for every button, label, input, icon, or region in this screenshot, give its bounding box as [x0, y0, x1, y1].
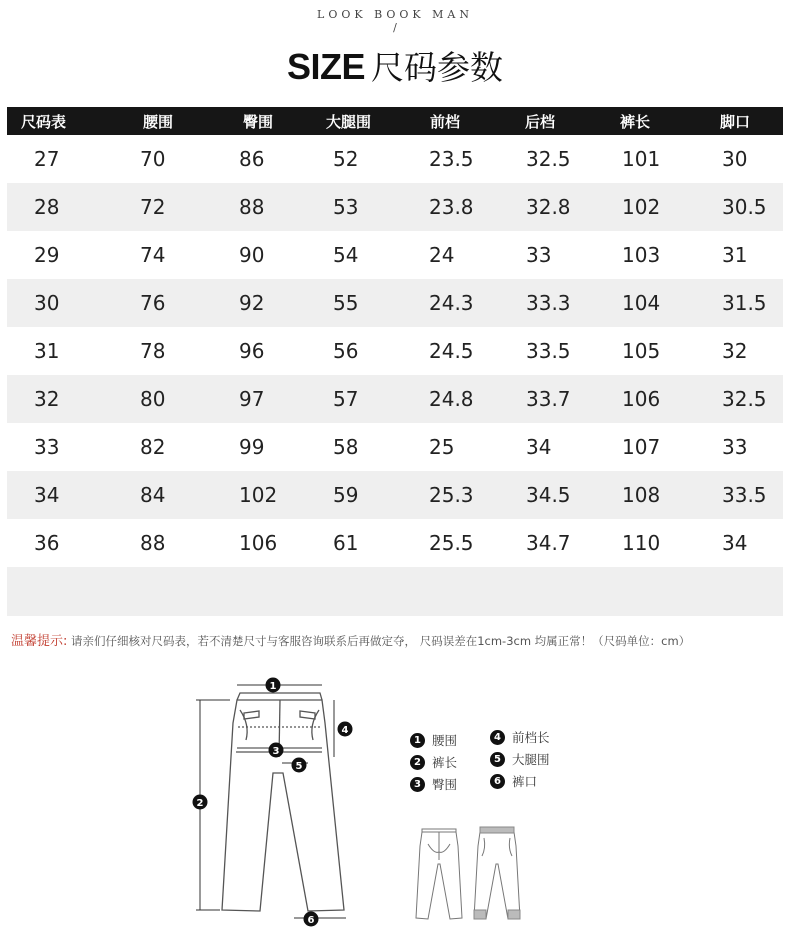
cell-hip: 97: [239, 387, 265, 411]
legend-item: [410, 753, 457, 771]
brand-name: LOOK BOOK MAN: [317, 8, 473, 21]
table-row: [7, 375, 783, 423]
legend-number: 5: [490, 752, 505, 767]
header-length: 裤长: [620, 112, 651, 131]
header-back-rise: 后档: [525, 112, 556, 131]
cell-waist: 70: [140, 147, 166, 171]
cell-size: 31: [34, 339, 60, 363]
size-tip: [11, 630, 783, 649]
marker-2: 2: [196, 798, 204, 809]
cell-length: 102: [622, 195, 661, 219]
cell-hip: 90: [239, 243, 265, 267]
cell-waist: 74: [140, 243, 166, 267]
marker-4: 4: [341, 725, 349, 736]
cell-size: 32: [34, 387, 60, 411]
brand-divider: /: [393, 21, 397, 34]
cell-thigh: 55: [333, 291, 359, 315]
pants-measurement-diagram-icon: [180, 665, 380, 940]
legend-label: 腰围: [432, 733, 458, 748]
cell-back-rise: 33.7: [526, 387, 571, 411]
pants-styles-icon: [414, 826, 524, 926]
cell-waist: 84: [140, 483, 166, 507]
cell-front-rise: 24.8: [429, 387, 474, 411]
legend-number: 1: [410, 733, 425, 748]
cell-leg-opening: 33.5: [722, 483, 767, 507]
legend-label: 大腿围: [512, 752, 550, 767]
cell-back-rise: 33.5: [526, 339, 571, 363]
cell-front-rise: 24: [429, 243, 455, 267]
cell-leg-opening: 30.5: [722, 195, 767, 219]
cell-front-rise: 25.3: [429, 483, 474, 507]
cell-waist: 72: [140, 195, 166, 219]
cell-hip: 88: [239, 195, 265, 219]
title-en: SIZE: [286, 46, 365, 87]
table-row: [7, 327, 783, 375]
legend-item: [490, 772, 537, 790]
legend-number: 3: [410, 777, 425, 792]
table-row: [7, 423, 783, 471]
cell-thigh: 61: [333, 531, 359, 555]
header-front-rise: 前档: [430, 112, 461, 131]
cell-leg-opening: 31: [722, 243, 748, 267]
cell-hip: 102: [239, 483, 278, 507]
pants-thumbnails-icon: [414, 826, 524, 926]
cell-size: 29: [34, 243, 60, 267]
cell-hip: 86: [239, 147, 265, 171]
cell-leg-opening: 33: [722, 435, 748, 459]
table-row: [7, 135, 783, 183]
cell-back-rise: 32.5: [526, 147, 571, 171]
cell-front-rise: 23.5: [429, 147, 474, 171]
cell-thigh: 54: [333, 243, 359, 267]
cell-size: 34: [34, 483, 60, 507]
tip-label: 温馨提示:: [11, 634, 68, 649]
pants-outline-icon: [180, 665, 380, 940]
cell-back-rise: 33.3: [526, 291, 571, 315]
table-row: [7, 183, 783, 231]
legend-item: [490, 728, 550, 746]
cell-back-rise: 34.7: [526, 531, 571, 555]
cell-size: 36: [34, 531, 60, 555]
cell-hip: 96: [239, 339, 265, 363]
legend-item: [490, 750, 550, 768]
cell-hip: 99: [239, 435, 265, 459]
cell-length: 107: [622, 435, 661, 459]
size-table: [7, 107, 783, 616]
marker-5: 5: [295, 761, 303, 772]
cell-thigh: 58: [333, 435, 359, 459]
cell-thigh: 57: [333, 387, 359, 411]
cell-length: 104: [622, 291, 661, 315]
cell-waist: 80: [140, 387, 166, 411]
cell-thigh: 56: [333, 339, 359, 363]
table-row: [7, 231, 783, 279]
measurement-legend: [410, 728, 590, 798]
cell-hip: 92: [239, 291, 265, 315]
cell-leg-opening: 32.5: [722, 387, 767, 411]
cell-leg-opening: 30: [722, 147, 748, 171]
cell-length: 108: [622, 483, 661, 507]
legend-number: 6: [490, 774, 505, 789]
cell-leg-opening: 31.5: [722, 291, 767, 315]
table-empty-row: [7, 567, 783, 616]
legend-label: 前档长: [512, 730, 550, 745]
marker-1: 1: [269, 681, 277, 692]
cell-waist: 88: [140, 531, 166, 555]
cell-thigh: 59: [333, 483, 359, 507]
cell-waist: 78: [140, 339, 166, 363]
legend-label: 臀围: [432, 777, 458, 792]
cell-size: 33: [34, 435, 60, 459]
table-header: [7, 107, 783, 135]
cell-leg-opening: 32: [722, 339, 748, 363]
cell-front-rise: 23.8: [429, 195, 474, 219]
marker-3: 3: [272, 746, 280, 757]
cell-waist: 76: [140, 291, 166, 315]
legend-label: 裤长: [432, 755, 458, 770]
cell-back-rise: 33: [526, 243, 552, 267]
header-thigh: 大腿围: [326, 112, 372, 131]
cell-front-rise: 24.5: [429, 339, 474, 363]
cell-thigh: 52: [333, 147, 359, 171]
cell-length: 103: [622, 243, 661, 267]
header-leg-opening: 脚口: [720, 112, 751, 131]
cell-front-rise: 25.5: [429, 531, 474, 555]
legend-item: [410, 775, 457, 793]
title-cn: 尺码参数: [371, 48, 503, 87]
cell-length: 110: [622, 531, 661, 555]
cell-length: 101: [622, 147, 661, 171]
header-hip: 臀围: [243, 112, 274, 131]
cell-back-rise: 32.8: [526, 195, 571, 219]
marker-6: 6: [307, 915, 315, 926]
table-row: [7, 471, 783, 519]
cell-size: 28: [34, 195, 60, 219]
cell-back-rise: 34.5: [526, 483, 571, 507]
header-waist: 腰围: [143, 112, 174, 131]
cell-front-rise: 25: [429, 435, 455, 459]
cell-waist: 82: [140, 435, 166, 459]
legend-number: 4: [490, 730, 505, 745]
cell-size: 30: [34, 291, 60, 315]
cell-back-rise: 34: [526, 435, 552, 459]
legend-label: 裤口: [512, 774, 538, 789]
legend-number: 2: [410, 755, 425, 770]
header-size: 尺码表: [21, 112, 67, 131]
cell-hip: 106: [239, 531, 278, 555]
cell-length: 106: [622, 387, 661, 411]
cell-length: 105: [622, 339, 661, 363]
tip-text: 请亲们仔细核对尺码表，若不清楚尺寸与客服咨询联系后再做定夺， 尺码误差在1cm-3cm 均属正常！（尺码单位：cm）: [67, 634, 691, 648]
page-title: [0, 42, 790, 89]
cell-front-rise: 24.3: [429, 291, 474, 315]
table-row: [7, 279, 783, 327]
legend-item: [410, 731, 457, 749]
table-row: [7, 519, 783, 567]
cell-thigh: 53: [333, 195, 359, 219]
cell-leg-opening: 34: [722, 531, 748, 555]
table-body: [7, 135, 783, 567]
cell-size: 27: [34, 147, 60, 171]
